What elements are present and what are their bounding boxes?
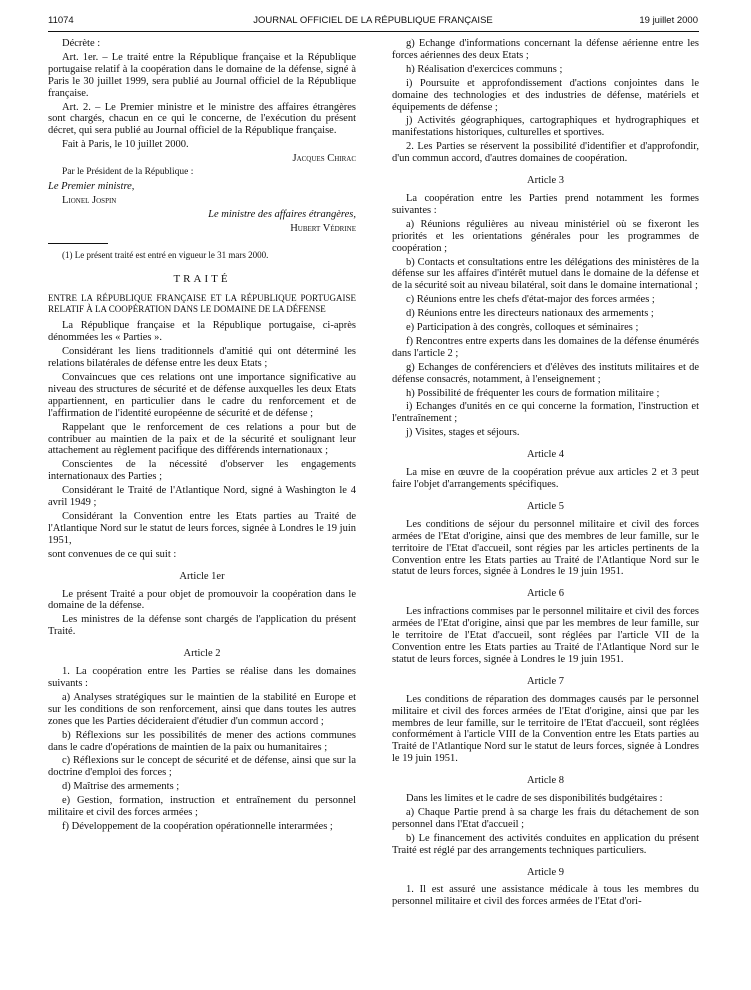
article-para: h) Possibilité de fréquenter les cours de formation militaire ;: [406, 387, 660, 399]
article-para: Les conditions de séjour du personnel militaire et civil des forces armées de l'Etat d'origine, ainsi que des membres de leur famille, sur le territoire de l'Etat d'accueil, sont régies par les articles pertinents de la Convention entre les Etats parties au Traité de l'Atlantique Nord sur le statut de leurs forces, signée à Londres le 19 juin 1951.: [392, 518, 699, 578]
journal-title: JOURNAL OFFICIEL DE LA RÉPUBLIQUE FRANÇAISE: [253, 15, 493, 26]
preamble-para: Conscientes de la nécessité d'observer les engagements internationaux des Parties ;: [48, 459, 356, 483]
article-title: Article 9: [526, 866, 565, 878]
preamble-para: Rappelant que le renforcement de ces relations a pour but de contribuer au maintien de la paix et de la sécurité et soulignant leur attachement au règlement pacifique des différends internationaux ;: [48, 421, 356, 457]
decree-article-1: Art. 1er. – Le traité entre la République française et la République portugaise relatif à la coopération dans le domaine de la défense, signé à Paris le 30 juillet 1999, sera publié au Journal officiel de la République française.: [48, 51, 356, 99]
article-para: Dans les limites et le cadre de ses disponibilités budgétaires :: [406, 793, 663, 805]
article-para: f) Développement de la coopération opérationnelle interarmées ;: [62, 820, 333, 832]
article-para: 1. La coopération entre les Parties se réalise dans les domaines suivants :: [48, 666, 356, 689]
article-para: h) Réalisation d'exercices communs ;: [406, 63, 563, 75]
header-rule: [48, 31, 699, 32]
prime-minister-name: Lionel Jospin: [62, 194, 117, 206]
article-para: a) Analyses stratégiques sur le maintien de la stabilité en Europe et sur les conditions de son renforcement, ainsi que dans toutes les autres zones que les Parties décideraient d'étudier d'un commun accord ;: [48, 691, 356, 727]
article-para: a) Chaque Partie prend à sa charge les frais du détachement de son personnel dans l'Etat d'accueil ;: [392, 806, 699, 830]
issue-date: 19 juillet 2000: [639, 15, 698, 26]
article-para: c) Réunions entre les chefs d'état-major des forces armées ;: [406, 294, 655, 306]
article-title: Article 3: [526, 175, 565, 187]
left-column: [48, 38, 356, 835]
article-para: d) Réunions entre les directeurs nationaux des armements ;: [406, 308, 654, 320]
article-title: Article 4: [526, 449, 565, 461]
decree-article-2: Art. 2. – Le Premier ministre et le ministre des affaires étrangères sont chargés, chacun en ce qui le concerne, de l'exécution du présent décret, qui sera publié au Journal officiel de la République française.: [48, 101, 356, 137]
preamble-para: sont convenues de ce qui suit :: [48, 548, 177, 560]
article-para: g) Echange d'informations concernant la défense aérienne entre les forces aériennes des deux Etats ;: [392, 38, 699, 61]
page-number: 11074: [48, 15, 74, 26]
article-para: i) Echanges d'unités en ce qui concerne la formation, l'instruction et l'entraînement ;: [392, 401, 699, 425]
article-para: e) Participation à des congrès, colloques et séminaires ;: [406, 322, 639, 334]
article-para: b) Le financement des activités conduites en application du présent Traité est réglé par des arrangements techniques particuliers.: [392, 832, 699, 856]
treaty-title: TRAITÉ: [173, 272, 231, 285]
article-para: b) Contacts et consultations entre les délégations des ministères de la défense sur les affaires d'intérêt mutuel dans le domaine de la défense et de la sécurité soit au niveau bilatéral, soit dans le domaine international ;: [392, 256, 699, 292]
article-para: i) Poursuite et approfondissement d'actions conjointes dans le domaine des technologies et des industries de défense, matériels et équipements de défense ;: [392, 77, 699, 113]
article-para: La mise en œuvre de la coopération prévue aux articles 2 et 3 peut faire l'objet d'arrangements spécifiques.: [392, 467, 699, 490]
article-title: Article 6: [526, 588, 565, 600]
article-para: Les conditions de réparation des dommages causés par le personnel militaire et civil des forces armées de l'Etat d'origine, ainsi que par les membres de leur famille, sur le territoire de l'Etat d'accueil, sont réglées conformément à l'article VIII de la Convention entre les Etats parties au Traité de l'Atlantique Nord sur le statut de leurs forces, signée à Londres le 19 juin 1951.: [392, 693, 699, 765]
article-title: Article 5: [526, 500, 565, 512]
decrete-line: Décrète :: [62, 38, 101, 49]
article-para: b) Réflexions sur les possibilités de mener des actions communes dans le cadre d'opérations de maintien de la paix ou humanitaires ;: [48, 729, 356, 753]
preamble-para: Considérant le Traité de l'Atlantique Nord, signé à Washington le 4 avril 1949 ;: [48, 485, 356, 509]
article-para: j) Visites, stages et séjours.: [406, 427, 520, 439]
article-para: c) Réflexions sur le concept de sécurité et de défense, ainsi que sur la doctrine d'emploi des forces ;: [48, 755, 356, 779]
article-title: Article 7: [526, 675, 565, 687]
article-para: Le présent Traité a pour objet de promouvoir la coopération dans le domaine de la défense.: [48, 588, 356, 612]
footnote-rule: [48, 243, 108, 244]
article-para: Les ministres de la défense sont chargés de l'application du présent Traité.: [48, 614, 356, 638]
preamble-para: Considérant la Convention entre les Etats parties au Traité de l'Atlantique Nord sur le statut de leurs forces, signée à Londres le 19 juin 1951,: [48, 511, 356, 546]
prime-minister-title: Le Premier ministre,: [48, 180, 135, 192]
article-para: j) Activités géographiques, cartographiques et hydrographiques et manifestations historiques, culturelles et sportives.: [392, 115, 699, 139]
article-title: Article 2: [183, 648, 221, 660]
foreign-minister-title: Le ministre des affaires étrangères,: [208, 208, 356, 220]
article-para: f) Rencontres entre experts dans les domaines de la défense énumérés dans l'article 2 ;: [392, 335, 699, 359]
article-para: e) Gestion, formation, instruction et entraînement du personnel militaire et civil des forces armées ;: [48, 795, 356, 819]
preamble-para: Considérant les liens traditionnels d'amitié qui ont déterminé les relations bilatérales de défense entre les deux Etats ;: [48, 346, 356, 370]
foreign-minister-name: Hubert Védrine: [290, 222, 356, 234]
right-column: [392, 38, 699, 910]
signing-place-date: Fait à Paris, le 10 juillet 2000.: [62, 139, 189, 151]
article-para: La coopération entre les Parties prend notamment les formes suivantes :: [392, 192, 699, 216]
article-title: Article 8: [526, 775, 565, 787]
article-para: g) Echanges de conférenciers et d'élèves des instituts militaires et de défense consacrés, notamment, à l'enseignement ;: [392, 361, 699, 385]
article-title: Article 1er: [179, 570, 225, 582]
footnote: (1) Le présent traité est entré en vigueur le 31 mars 2000.: [62, 249, 269, 260]
by-the-president: Par le Président de la République :: [62, 167, 194, 178]
article-para: Les infractions commises par le personnel militaire et civil des forces armées de l'Etat d'origine, ainsi que par les membres de leur famille, sur le territoire de l'Etat d'accueil, sont réglées par l'article VII de la Convention entre les Etats parties au Traité de l'Atlantique Nord sur le statut de leurs forces, signée à Londres le 19 juin 1951.: [392, 606, 699, 665]
treaty-heading: ENTRE LA RÉPUBLIQUE FRANÇAISE ET LA RÉPUBLIQUE PORTUGAISE RELATIF À LA COOPÉRATION DANS LE DOMAINE DE LA DÉFENSE: [48, 293, 356, 314]
preamble-para: La République française et la République portugaise, ci-après dénommées les « Parties ».: [48, 320, 356, 344]
page-header: [48, 13, 698, 31]
president-signature: Jacques Chirac: [292, 153, 356, 165]
article-para: a) Réunions régulières au niveau ministériel où se fixeront les priorités et les orientations générales pour les programmes de coopération ;: [392, 218, 699, 254]
article-para: 2. Les Parties se réservent la possibilité d'identifier et d'approfondir, d'un commun accord, d'autres domaines de coopération.: [392, 141, 699, 165]
article-para: 1. Il est assuré une assistance médicale à tous les membres du personnel militaire et civil des forces armées de l'Etat d'ori-: [392, 884, 699, 908]
preamble-para: Convaincues que ces relations ont une importance significative au niveau des structures de sécurité et de défense auxquelles les deux Etats appartiennent, en particulier dans le cadre du renforcement et de l'affirmation de l'identité européenne de sécurité et de défense ;: [48, 372, 356, 419]
article-para: d) Maîtrise des armements ;: [62, 781, 180, 793]
